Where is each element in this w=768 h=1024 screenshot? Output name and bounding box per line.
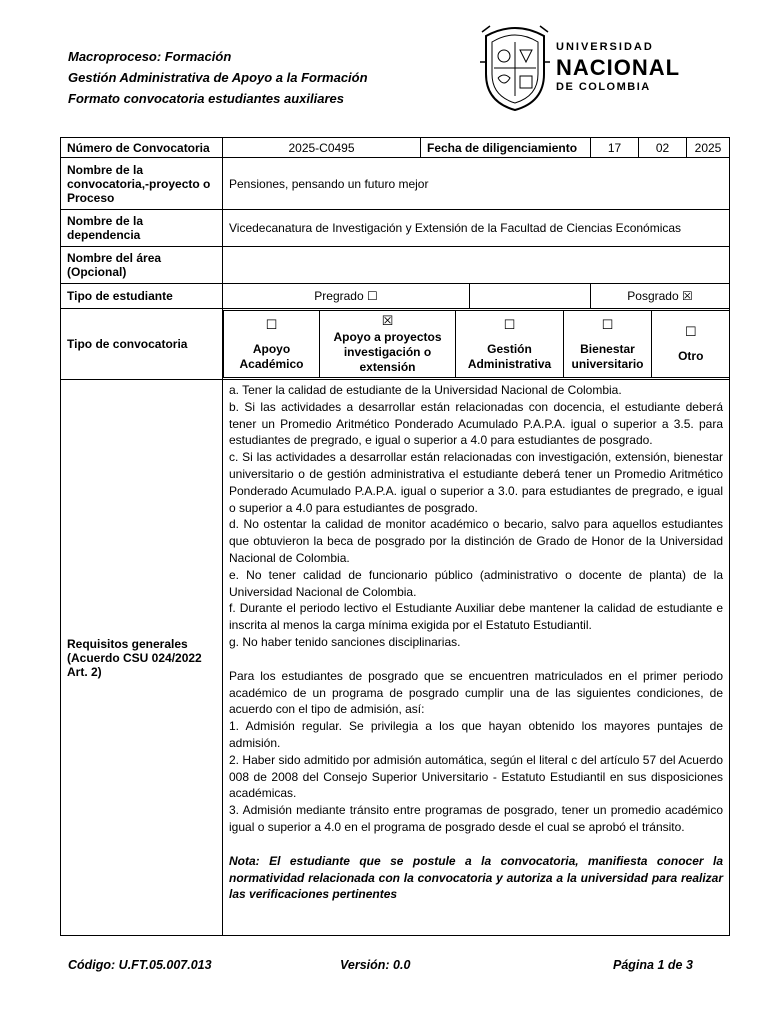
- area-label: Nombre del área (Opcional): [61, 247, 223, 284]
- codigo-text: Código: U.FT.05.007.013: [68, 958, 212, 972]
- tipo-estudiante-label: Tipo de estudiante: [61, 284, 223, 309]
- logo-line3: DE COLOMBIA: [556, 81, 651, 93]
- page-number: Página 1 de 3: [613, 958, 693, 972]
- conv-type-otro[interactable]: [652, 311, 730, 378]
- dependencia-value[interactable]: Vicedecanatura de Investigación y Extensión de la Facultad de Ciencias Económicas: [223, 210, 730, 247]
- formato-text: Formato convocatoria estudiantes auxiliares: [68, 91, 344, 106]
- requisito-f: f. Durante el periodo lectivo el Estudiante Auxiliar debe mantener la calidad de estudiante e inscrita al menos la carga mínima exigida por el Estatuto Estudiantil.: [229, 601, 723, 633]
- tipo-convocatoria-label: Tipo de convocatoria: [61, 309, 223, 380]
- version-text: Versión: 0.0: [340, 958, 411, 972]
- gestion-text: Gestión Administrativa de Apoyo a la Formación: [68, 70, 368, 85]
- bienestar-label: Bienestar universitario: [571, 341, 644, 371]
- fecha-day[interactable]: 17: [591, 138, 639, 158]
- fecha-label: Fecha de diligenciamiento: [421, 138, 591, 158]
- requisito-g: g. No haber tenido sanciones disciplinarias.: [229, 634, 461, 649]
- posgrado-item-3: 3. Admisión mediante tránsito entre programas de posgrado, tener un promedio académico igual o superior a 4.0 en el programa de posgrado desde el cual se aprobó el tránsito.: [229, 803, 723, 834]
- university-logo: [480, 22, 690, 112]
- dependencia-row: [61, 210, 730, 247]
- nombre-convocatoria-row: [61, 158, 730, 210]
- tipo-estudiante-row: [61, 284, 730, 309]
- numero-label: Número de Convocatoria: [61, 138, 223, 158]
- apoyo-proyectos-label: Apoyo a proyectos investigación o extensión: [333, 330, 442, 374]
- convocatoria-form: [60, 137, 730, 936]
- convocatoria-types: [223, 310, 730, 378]
- requisitos-label: Requisitos generales (Acuerdo CSU 024/2022 Art. 2): [61, 380, 223, 936]
- conv-type-apoyo-academico[interactable]: [224, 311, 320, 378]
- apoyo-academico-checkbox[interactable]: ☐: [265, 316, 278, 332]
- tipo-convocatoria-row: [61, 309, 730, 380]
- fecha-year[interactable]: 2025: [687, 138, 730, 158]
- nombre-convocatoria-label: Nombre de la convocatoria,-proyecto o Proceso: [61, 158, 223, 210]
- gestion-checkbox[interactable]: ☐: [503, 316, 516, 332]
- requisitos-row: [61, 380, 730, 936]
- gestion-label: Gestión Administrativa: [467, 341, 552, 371]
- numero-value[interactable]: 2025-C0495: [223, 138, 421, 158]
- document-header: [68, 46, 368, 109]
- otro-label: Otro: [678, 349, 704, 363]
- requisito-b: b. Si las actividades a desarrollar están relacionadas con docencia, el estudiante deberá tener un Promedio Aritmético Ponderado Acumulado P.A.P.A. igual o superior a 3.5. para estudiantes de pregrado, e igual o superior a 4.0 para estudiantes de posgrado.: [229, 399, 723, 448]
- posgrado-intro: Para los estudiantes de posgrado que se encuentren matriculados en el primer periodo académico de un programa de posgrado cumplir una de las siguientes condiciones, de acuerdo con el tipo de admisión, así:: [229, 668, 723, 717]
- conv-type-apoyo-proyectos[interactable]: [320, 311, 456, 378]
- logo-line2: NACIONAL: [556, 55, 681, 80]
- requisito-d: d. No ostentar la calidad de monitor académico o becario, salvo para aquellos estudiantes que obtuvieron la beca de posgrado por la distinción de Grado de Honor de la Universidad Nacional de Colombia.: [229, 517, 723, 565]
- nota-text: Nota: El estudiante que se postule a la convocatoria, manifiesta conocer la normatividad relacionada con la convocatoria y autoriza a la universidad para realizar las verificaciones pertinentes: [229, 853, 723, 902]
- otro-checkbox[interactable]: ☐: [684, 324, 697, 339]
- posgrado-item-1: 1. Admisión regular. Se privilegia a los que hayan obtenido los mayores puntajes de admisión.: [229, 719, 723, 750]
- conv-type-gestion[interactable]: [456, 311, 564, 378]
- area-row: [61, 247, 730, 284]
- pregrado-checkbox[interactable]: Pregrado ☐: [223, 284, 470, 308]
- requisito-a: a. Tener la calidad de estudiante de la Universidad Nacional de Colombia.: [229, 383, 622, 397]
- dependencia-label: Nombre de la dependencia: [61, 210, 223, 247]
- requisito-c: c. Si las actividades a desarrollar están relacionadas con investigación, extensión, bienestar universitario o de gestión administrativa el estudiante deberá tener un Promedio Aritmético Ponderado Acumulado P.A.P.A. igual o superior a 3.0. para estudiantes de pregrado, e igual o superior a 4.0 para estudiantes de posgrado.: [229, 450, 723, 515]
- posgrado-checkbox[interactable]: Posgrado ☒: [591, 284, 730, 309]
- university-seal-icon: [480, 22, 550, 112]
- requisito-e: e. No tener calidad de funcionario público (administrativo o docente de planta) de la Universidad Nacional de Colombia.: [229, 567, 723, 599]
- posgrado-item-2: 2. Haber sido admitido por admisión automática, según el literal c del artículo 57 del Acuerdo 008 de 2008 del Consejo Superior Universitario - Estatuto Estudiantil en sus disposiciones académicas.: [229, 752, 723, 801]
- macroproceso-text: Macroproceso: Formación: [68, 49, 232, 64]
- apoyo-academico-label: Apoyo Académico: [239, 341, 304, 371]
- area-value[interactable]: [223, 247, 730, 284]
- requisitos-content: [223, 380, 730, 936]
- numero-row: [61, 138, 730, 158]
- bienestar-checkbox[interactable]: ☐: [601, 316, 614, 332]
- nombre-convocatoria-value[interactable]: Pensiones, pensando un futuro mejor: [223, 158, 730, 210]
- fecha-month[interactable]: 02: [639, 138, 687, 158]
- conv-type-bienestar[interactable]: [564, 311, 652, 378]
- apoyo-proyectos-checkbox[interactable]: ☒: [381, 313, 394, 328]
- logo-line1: UNIVERSIDAD: [556, 41, 654, 53]
